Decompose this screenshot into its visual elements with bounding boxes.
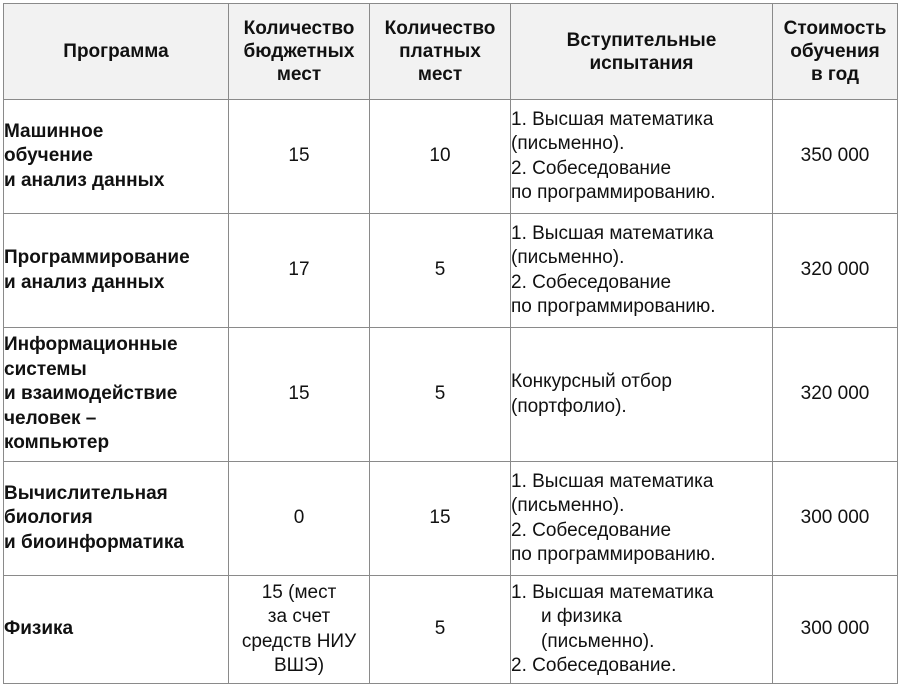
header-budget-places: Количество бюджетных мест [229, 4, 370, 100]
program-name: Вычислительная биология и биоинформатика [4, 462, 229, 576]
program-name: Физика [4, 576, 229, 684]
header-row [4, 4, 898, 100]
budget-places: 17 [229, 214, 370, 328]
annual-cost: 320 000 [773, 214, 898, 328]
table-row [4, 214, 898, 328]
table-row [4, 576, 898, 684]
program-name: Программирование и анализ данных [4, 214, 229, 328]
header-entrance-exams: Вступительные испытания [511, 4, 773, 100]
paid-places: 15 [370, 462, 511, 576]
annual-cost: 320 000 [773, 328, 898, 462]
paid-places: 5 [370, 214, 511, 328]
entrance-exams: 1. Высшая математика (письменно). 2. Собеседование по программированию. [511, 462, 773, 576]
table-row [4, 462, 898, 576]
annual-cost: 300 000 [773, 462, 898, 576]
program-name: Машинное обучение и анализ данных [4, 100, 229, 214]
budget-places: 15 (мест за счет средств НИУ ВШЭ) [229, 576, 370, 684]
annual-cost: 350 000 [773, 100, 898, 214]
budget-places: 0 [229, 462, 370, 576]
annual-cost: 300 000 [773, 576, 898, 684]
paid-places: 5 [370, 328, 511, 462]
table-row [4, 328, 898, 462]
budget-places: 15 [229, 328, 370, 462]
programs-table [3, 3, 898, 684]
header-program: Программа [4, 4, 229, 100]
program-name: Информационные системы и взаимодействие человек – компьютер [4, 328, 229, 462]
entrance-exams: 1. Высшая математика (письменно). 2. Собеседование по программированию. [511, 100, 773, 214]
paid-places: 5 [370, 576, 511, 684]
header-annual-cost: Стоимость обучения в год [773, 4, 898, 100]
header-paid-places: Количество платных мест [370, 4, 511, 100]
table-row [4, 100, 898, 214]
paid-places: 10 [370, 100, 511, 214]
entrance-exams: 1. Высшая математика и физика (письменно). 2. Собеседование. [511, 576, 773, 684]
entrance-exams: 1. Высшая математика (письменно). 2. Собеседование по программированию. [511, 214, 773, 328]
entrance-exams: Конкурсный отбор (портфолио). [511, 328, 773, 462]
budget-places: 15 [229, 100, 370, 214]
